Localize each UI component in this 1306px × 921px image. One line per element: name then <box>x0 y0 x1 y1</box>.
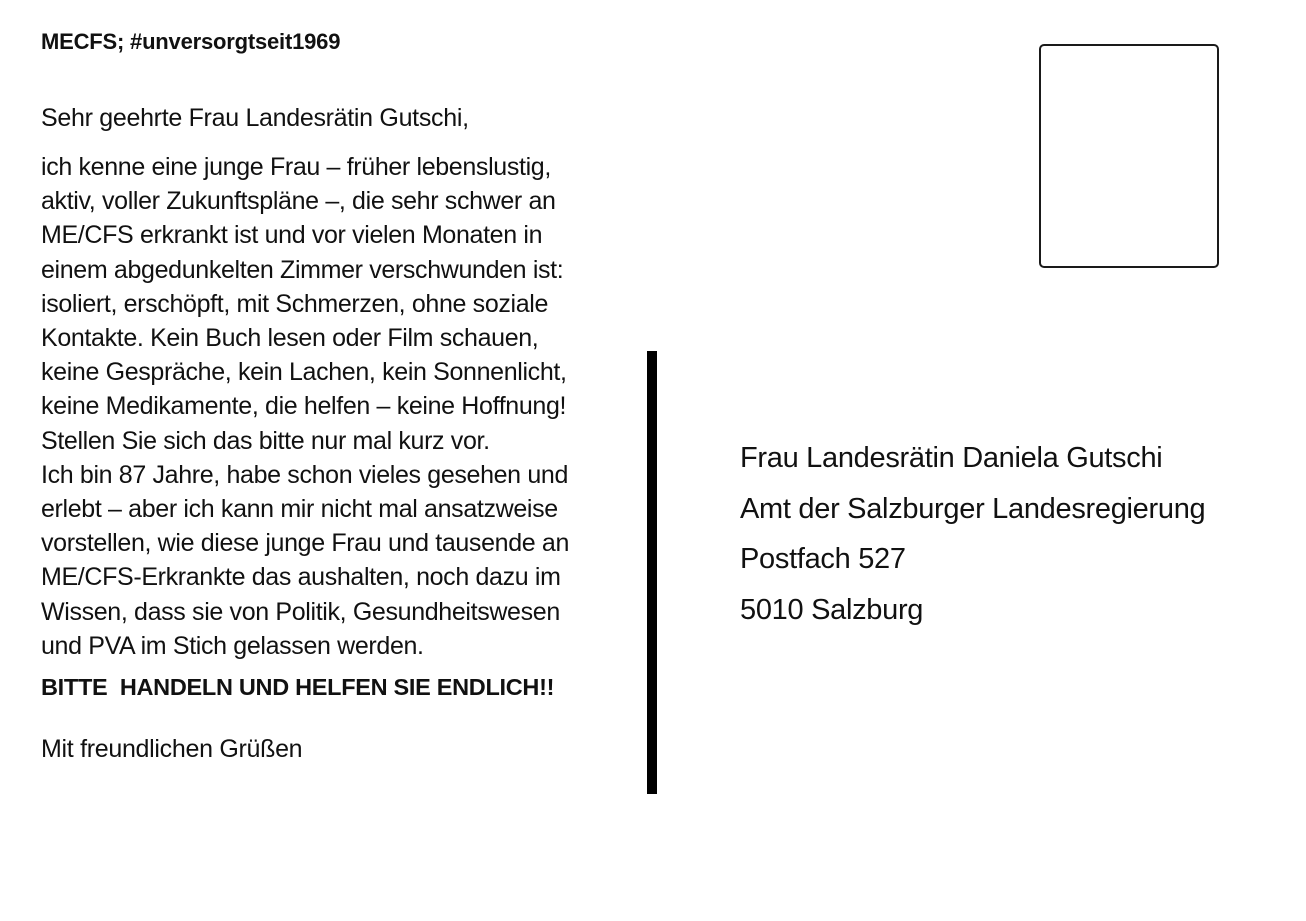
body-line: aktiv, voller Zukunftspläne –, die sehr schwer an <box>41 187 556 216</box>
recipient-address <box>740 433 1205 635</box>
hashtag-heading: MECFS; #unversorgtseit1969 <box>41 29 341 54</box>
body-line: vorstellen, wie diese junge Frau und tausende an <box>41 529 570 558</box>
appeal-text: BITTE HANDELN UND HELFEN SIE ENDLICH!! <box>41 674 555 700</box>
body-line: Stellen Sie sich das bitte nur mal kurz vor. <box>41 426 490 455</box>
body-line: Ich bin 87 Jahre, habe schon vieles gesehen und <box>41 460 568 489</box>
body-line: erlebt – aber ich kann mir nicht mal ansatzweise <box>41 495 558 524</box>
address-line: Amt der Salzburger Landesregierung <box>740 492 1206 525</box>
address-line: Frau Landesrätin Daniela Gutschi <box>740 442 1163 474</box>
body-line: keine Medikamente, die helfen – keine Hoffnung! <box>41 392 567 421</box>
body-line: Wissen, dass sie von Politik, Gesundheitswesen <box>41 597 560 626</box>
body-line: und PVA im Stich gelassen werden. <box>41 631 424 660</box>
stamp-box <box>1039 44 1219 268</box>
address-line: 5010 Salzburg <box>740 593 924 626</box>
body-line: ME/CFS-Erkrankte das aushalten, noch dazu im <box>41 563 561 592</box>
closing-greeting: Mit freundlichen Grüßen <box>41 735 303 763</box>
divider-line <box>647 351 657 794</box>
address-line: Postfach 527 <box>740 543 906 575</box>
body-line: keine Gespräche, kein Lachen, kein Sonnenlicht, <box>41 358 567 387</box>
body-line: ich kenne eine junge Frau – früher lebenslustig, <box>41 153 551 181</box>
body-line: ME/CFS erkrankt ist und vor vielen Monaten in <box>41 221 543 250</box>
body-line: isoliert, erschöpft, mit Schmerzen, ohne soziale <box>41 289 549 318</box>
body-line: einem abgedunkelten Zimmer verschwunden ist: <box>41 255 564 284</box>
message-body <box>41 150 641 663</box>
salutation: Sehr geehrte Frau Landesrätin Gutschi, <box>41 104 469 132</box>
body-line: Kontakte. Kein Buch lesen oder Film schauen, <box>41 324 539 353</box>
